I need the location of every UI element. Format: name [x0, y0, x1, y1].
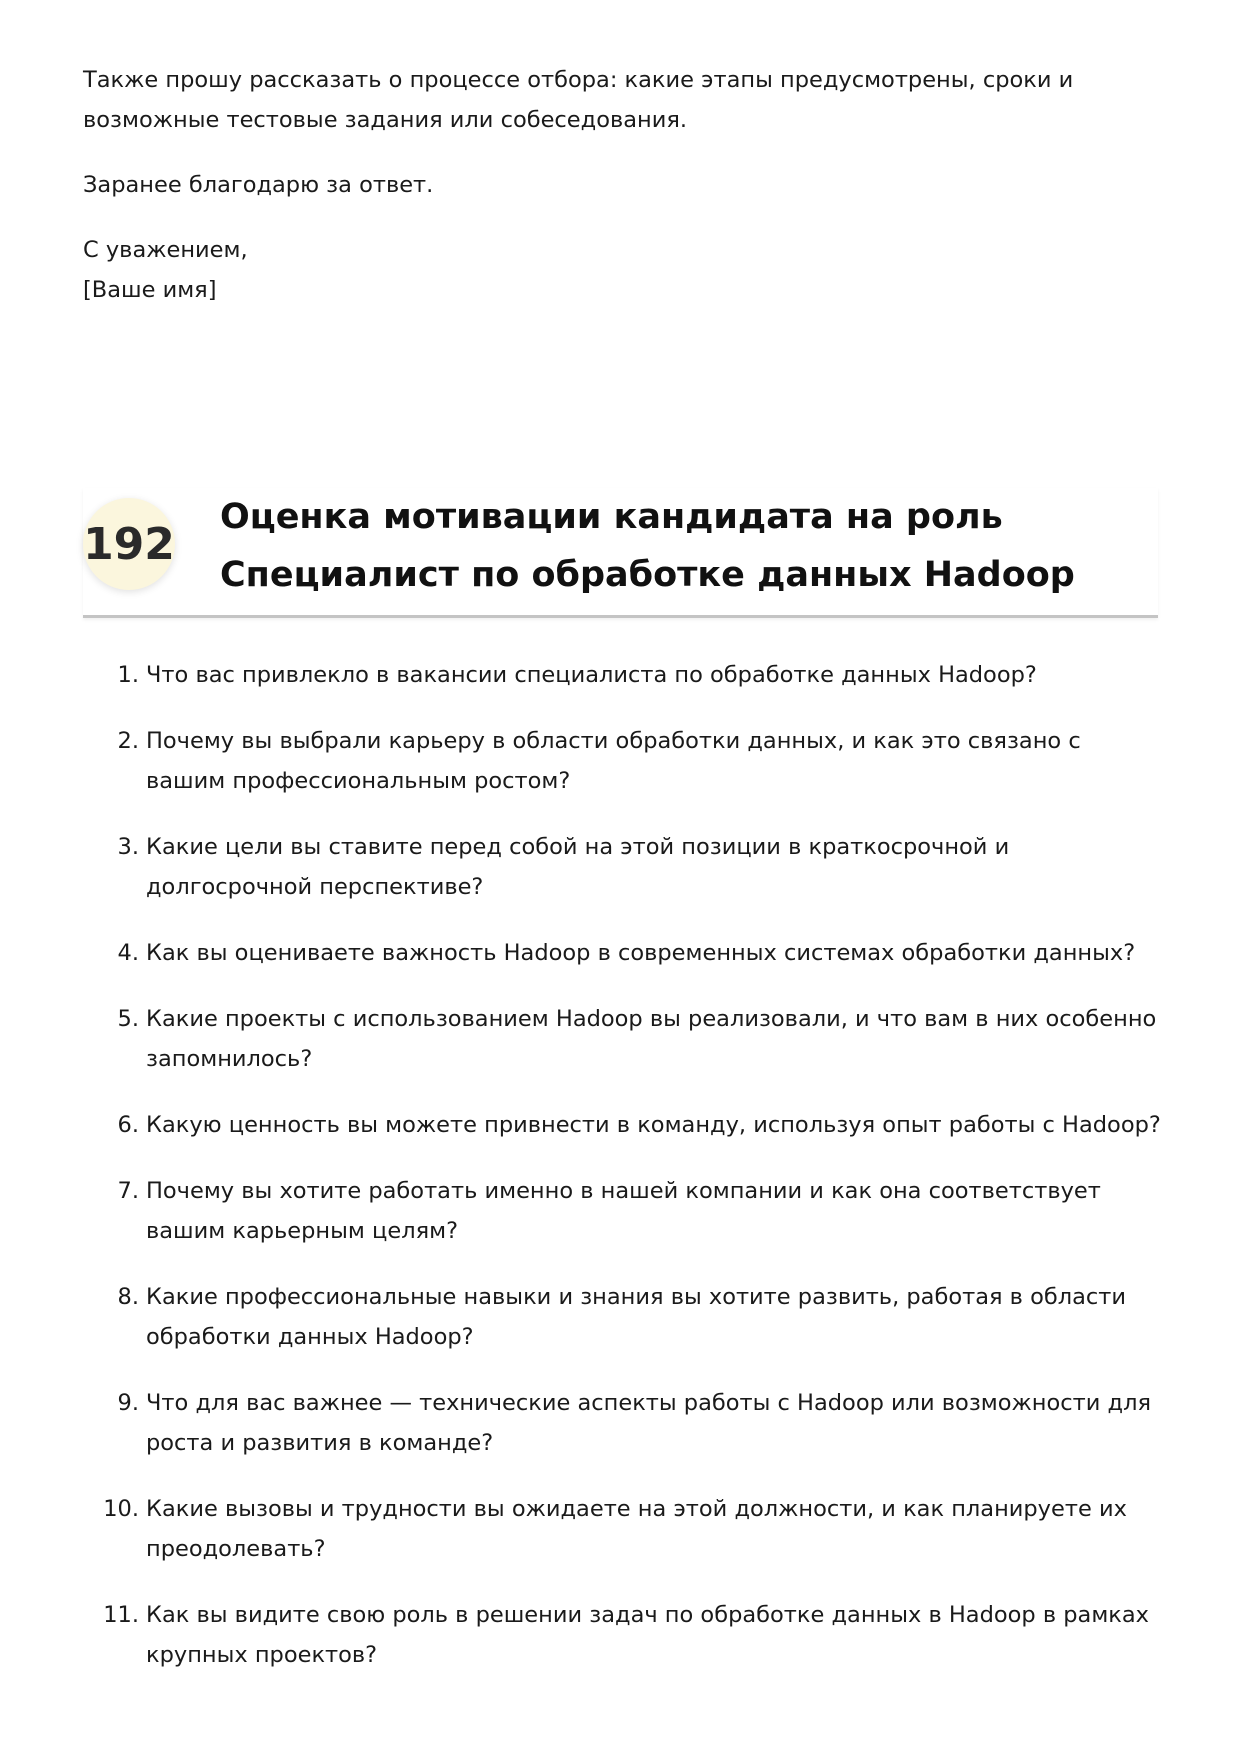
- item-number: 2.: [117, 728, 139, 754]
- section-number-badge: 192: [83, 498, 175, 590]
- question-list: [83, 655, 1163, 1701]
- closing-phrase: С уважением,: [83, 237, 248, 263]
- letter-ending: [83, 60, 1163, 335]
- list-item: [83, 1489, 1163, 1569]
- item-number: 7.: [117, 1178, 139, 1204]
- item-number: 9.: [117, 1390, 139, 1416]
- item-text: Какие вызовы и трудности вы ожидаете на этой должности, и как планируете их преодолевать?: [146, 1496, 1127, 1562]
- item-text: Какие профессиональные навыки и знания вы хотите развить, работая в области обработки данных Hadoop?: [146, 1284, 1126, 1350]
- list-item: [83, 1171, 1163, 1251]
- intro-paragraph: Также прошу рассказать о процессе отбора: какие этапы предусмотрены, сроки и возможные тестовые задания или собеседования.: [83, 67, 1074, 133]
- closing-block: [83, 230, 1163, 310]
- item-number: 3.: [117, 834, 139, 860]
- signature-placeholder: [Ваше имя]: [83, 277, 217, 303]
- item-text: Какую ценность вы можете привнести в команду, используя опыт работы с Hadoop?: [146, 1112, 1161, 1138]
- section-header: [83, 488, 1158, 618]
- item-text: Что вас привлекло в вакансии специалиста по обработке данных Hadoop?: [146, 662, 1037, 688]
- item-text: Почему вы хотите работать именно в нашей компании и как она соответствует вашим карьерным целям?: [146, 1178, 1101, 1244]
- list-item: [83, 721, 1163, 801]
- section-title: Оценка мотивации кандидата на роль Специалист по обработке данных Hadoop: [220, 497, 1075, 595]
- list-item: [83, 1595, 1163, 1675]
- list-item: [83, 655, 1163, 695]
- thanks-paragraph: Заранее благодарю за ответ.: [83, 172, 434, 198]
- item-number: 6.: [117, 1112, 139, 1138]
- list-item: [83, 1383, 1163, 1463]
- list-item: [83, 827, 1163, 907]
- item-text: Как вы видите свою роль в решении задач по обработке данных в Hadoop в рамках крупных проектов?: [146, 1602, 1149, 1668]
- item-number: 11.: [103, 1602, 139, 1628]
- item-text: Почему вы выбрали карьеру в области обработки данных, и как это связано с вашим профессиональным ростом?: [146, 728, 1081, 794]
- list-item: [83, 999, 1163, 1079]
- item-text: Какие проекты с использованием Hadoop вы реализовали, и что вам в них особенно запомнилось?: [146, 1006, 1157, 1072]
- list-item: [83, 1105, 1163, 1145]
- item-number: 4.: [117, 940, 139, 966]
- item-number: 8.: [117, 1284, 139, 1310]
- item-text: Как вы оцениваете важность Hadoop в современных системах обработки данных?: [146, 940, 1136, 966]
- list-item: [83, 1277, 1163, 1357]
- list-item: [83, 933, 1163, 973]
- item-number: 5.: [117, 1006, 139, 1032]
- item-number: 10.: [103, 1496, 139, 1522]
- item-number: 1.: [117, 662, 139, 688]
- item-text: Какие цели вы ставите перед собой на этой позиции в краткосрочной и долгосрочной перспективе?: [146, 834, 1010, 900]
- item-text: Что для вас важнее — технические аспекты работы с Hadoop или возможности для роста и развития в команде?: [146, 1390, 1151, 1456]
